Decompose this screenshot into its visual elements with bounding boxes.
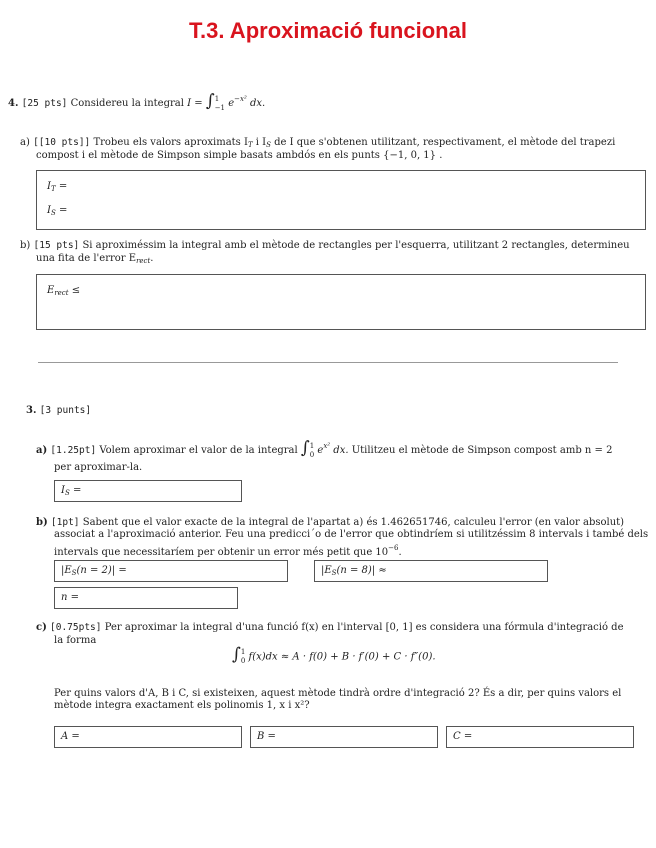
q3c-text: Per aproximar la integral d'una funció f(x) en l'interval [0, 1] es considera una fórmula d'integració de <box>104 622 624 633</box>
q4b-line2-text: una fita de l'error E <box>36 253 137 264</box>
q3c-label: c) <box>36 622 47 633</box>
q3a-lower: 0 <box>309 450 315 459</box>
integral-sign: ∫ <box>300 438 310 458</box>
E2-sub: S <box>71 569 77 577</box>
IT-sub: T <box>50 185 56 193</box>
answer-box-A[interactable] <box>54 726 242 748</box>
answer-box-E8[interactable] <box>314 560 548 582</box>
q4-lower-limit: −1 <box>214 103 226 112</box>
E2-label: |E <box>61 565 72 576</box>
q3-IS-eq: = <box>72 485 82 496</box>
E2-field[interactable] <box>61 565 127 577</box>
q4b-line2-sub: rect <box>136 257 151 265</box>
q3a-text: Volem aproximar el valor de la integral <box>99 445 298 456</box>
q3b-line2: associat a l'aproximació anterior. Feu una predicci´o de l'error que obtindríem si utilitzéssim 8 intervals i també dels <box>54 529 649 540</box>
n-field[interactable]: n = <box>61 592 79 603</box>
answer-box-q3-IS[interactable] <box>54 480 242 502</box>
q4-I-eq: I = <box>187 98 203 109</box>
q4-statement <box>8 93 265 113</box>
q3c-line2: la forma <box>54 635 97 646</box>
A-field[interactable]: A = <box>61 731 80 742</box>
q4-points: [25 pts] <box>21 98 68 109</box>
q3b-line3-sup: −6 <box>388 544 399 552</box>
q3-number: 3. <box>26 405 37 416</box>
IS-label: I <box>47 205 51 216</box>
q3a-points: [1.25pt] <box>50 445 97 456</box>
q3a-label: a) <box>36 445 48 456</box>
B-field[interactable]: B = <box>257 731 276 742</box>
q3c-formula-text: f(x)dx ≈ A · f(0) + B · f′(0) + C · f″(0). <box>248 651 436 663</box>
q3c-points: [0.75pts] <box>50 622 102 633</box>
answer-box-B[interactable] <box>250 726 438 748</box>
q3b-line3 <box>54 542 402 559</box>
q3c-formula <box>232 644 436 666</box>
IS-eq: = <box>58 205 68 216</box>
Erect-le: ≤ <box>71 285 81 296</box>
integral-sign: ∫ <box>232 644 241 665</box>
q4b-statement <box>20 240 630 252</box>
q4-exponent: −x² <box>234 95 247 103</box>
page-title: T.3. Aproximació funcional <box>189 18 467 43</box>
Erect-field[interactable] <box>47 285 80 297</box>
q3b-text: Sabent que el valor exacte de la integral de l'apartat a) és 1.462651746, calculeu l'error (en valor absolut) <box>82 517 625 528</box>
q4a-text3: de I que s'obtenen utilitzant, respectivament, el mètode del trapezi <box>274 137 616 148</box>
q3a-statement <box>36 440 612 460</box>
q4a-text2: i I <box>255 137 267 148</box>
E8-field[interactable] <box>321 565 387 577</box>
answer-box-n[interactable] <box>54 587 238 609</box>
q4a-label: a) <box>20 137 30 148</box>
q3b-line3-text: intervals que necessitaríem per obtenir un error més petit que 10 <box>54 547 389 558</box>
q4a-points: [[10 pts]] <box>33 137 91 148</box>
q3a-integrand: e <box>317 445 324 456</box>
Erect-sub: rect <box>54 289 69 297</box>
q3b-statement <box>36 517 624 529</box>
q4-dx: dx. <box>249 98 266 109</box>
answer-box-E2[interactable] <box>54 560 288 582</box>
q3-IS-sub: S <box>64 489 70 497</box>
IT-field[interactable] <box>47 181 67 193</box>
E8-rest: (n = 8)| ≈ <box>336 565 387 576</box>
q4a-text-T: T <box>247 141 253 149</box>
section-divider <box>38 362 618 363</box>
q4b-line2-end: . <box>150 253 154 264</box>
q3-IS-label: I <box>61 485 65 496</box>
q4b-points: [15 pts] <box>33 240 80 251</box>
q3b-points: [1pt] <box>50 517 80 528</box>
q3c-para1: Per quins valors d'A, B i C, si existeixen, aquest mètode tindrà ordre d'integració 2? És a dir, per quins valors el <box>54 688 622 699</box>
IS-sub: S <box>50 209 56 217</box>
q3c-statement <box>36 622 623 634</box>
q4a-line2: compost i el mètode de Simpson simple basats ambdós en els punts {−1, 0, 1} . <box>36 150 443 161</box>
q3a-text2: Utilitzeu el mètode de Simpson compost amb n = 2 <box>351 445 613 456</box>
integral-sign: ∫ <box>205 91 215 111</box>
q3c-upper: 1 <box>240 648 246 656</box>
answer-box-C[interactable] <box>446 726 634 748</box>
Erect-label: E <box>47 285 55 296</box>
q3a-dx: dx. <box>333 445 349 456</box>
q4-upper-limit: 1 <box>214 94 220 103</box>
IT-eq: = <box>58 181 68 192</box>
q4b-text: Si aproximéssim la integral amb el mètode de rectangles per l'esquerra, utilitzant 2 rectangles, determineu <box>82 240 630 251</box>
answer-box-Erect[interactable] <box>36 274 646 330</box>
q3-points: [3 punts] <box>39 405 92 416</box>
IT-label: I <box>47 181 51 192</box>
E8-label: |E <box>321 565 332 576</box>
q3c-lower: 0 <box>240 657 246 665</box>
q4b-line2 <box>36 253 153 267</box>
q3a-exp: x² <box>323 442 331 450</box>
q3c-para2: mètode integra exactament els polinomis 1, x i x²? <box>54 700 310 711</box>
q4-number: 4. <box>8 98 19 109</box>
q4a-text: Trobeu els valors aproximats I <box>93 137 248 148</box>
q4-integrand: e <box>228 98 235 109</box>
q3b-line3-end: . <box>398 547 402 558</box>
q3b-label: b) <box>36 517 48 528</box>
C-field[interactable]: C = <box>453 731 473 742</box>
q3-IS-field[interactable] <box>61 485 81 497</box>
answer-box-IT-IS[interactable] <box>36 170 646 230</box>
q4-intro: Considereu la integral <box>70 98 184 109</box>
E2-rest: (n = 2)| = <box>76 565 127 576</box>
q3a-line2: per aproximar-la. <box>54 462 143 473</box>
q4b-label: b) <box>20 240 31 251</box>
q3-header <box>26 405 91 417</box>
q4a-statement <box>20 137 648 151</box>
IS-field[interactable] <box>47 205 67 217</box>
q3a-upper: 1 <box>309 441 315 450</box>
q4a-text-S: S <box>266 141 271 149</box>
E8-sub: S <box>331 569 337 577</box>
